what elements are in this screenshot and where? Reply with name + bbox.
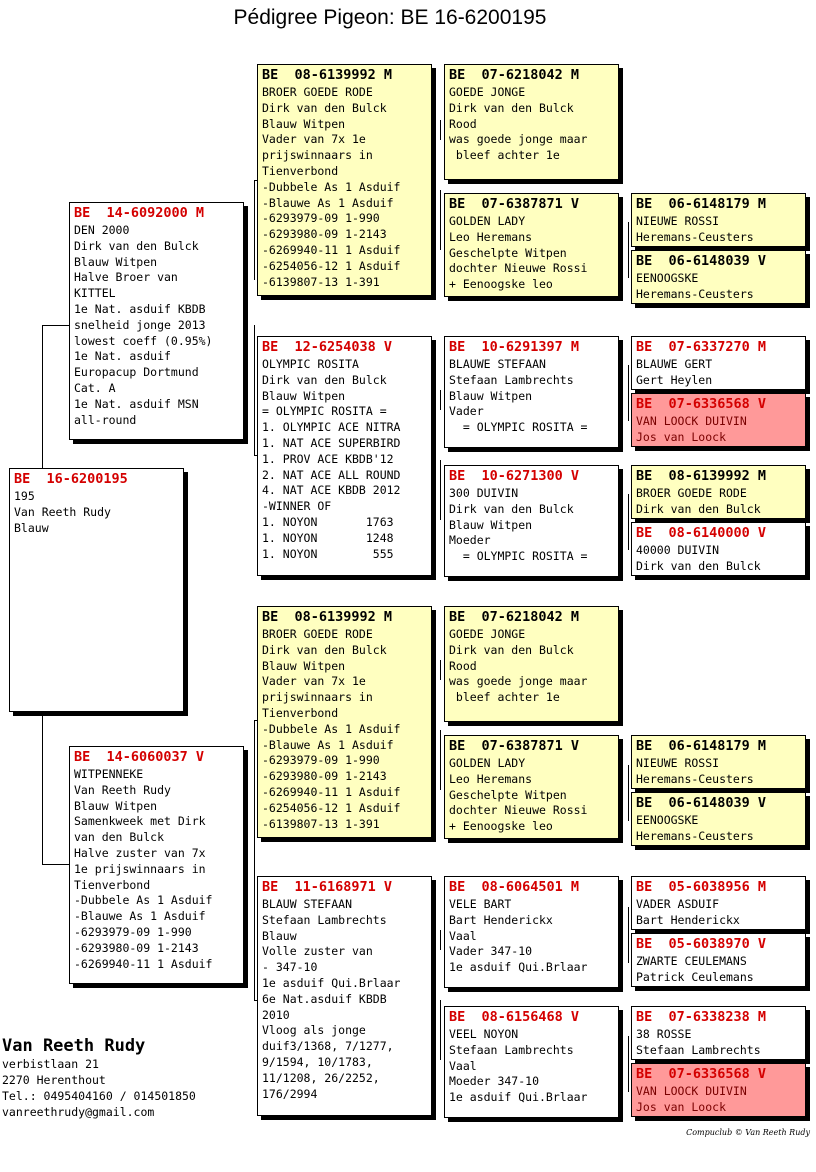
pigeon-info-line: DEN 2000: [74, 223, 130, 237]
pigeon-info-line: Heremans-Ceusters: [636, 229, 754, 244]
pigeon-info-line: -Dubbele As 1 Asduif: [262, 179, 401, 194]
pigeon-info-line: 2010: [262, 1007, 290, 1022]
ring-number: BE 14-6092000 M: [74, 205, 205, 221]
pigeon-info-line: -6293979-09 1-990: [262, 753, 380, 768]
pigeon-info-line: 195: [14, 489, 35, 503]
pigeon-info-line: -6139807-13 1-391: [262, 274, 380, 289]
ring-number: BE 08-6156468 V: [449, 1009, 580, 1025]
pigeon-info-line: Dirk van den Bulck: [636, 558, 761, 573]
pigeon-card-g4-11[interactable]: [631, 1006, 806, 1060]
pigeon-info-line: Leo Heremans: [449, 229, 533, 244]
pigeon-info-line: snelheid jonge 2013: [74, 317, 206, 332]
pigeon-info-line: Vaal: [449, 1058, 477, 1073]
ring-number: BE 16-6200195: [14, 471, 128, 487]
pigeon-info-line: = OLYMPIC ROSITA =: [262, 404, 387, 419]
pigeon-info-line: Bart Henderickx: [636, 912, 740, 927]
pigeon-info-line: GOEDE JONGE: [449, 85, 526, 99]
ring-number: BE 06-6148039 V: [636, 795, 767, 811]
pigeon-info-line: Blauw Witpen: [74, 254, 158, 269]
pigeon-info-line: 1e prijswinnaars in: [74, 861, 206, 876]
pigeon-card-dam[interactable]: [69, 746, 244, 984]
pigeon-info-line: = OLYMPIC ROSITA =: [449, 420, 588, 435]
pigeon-card-g4-6[interactable]: [631, 522, 806, 576]
pigeon-info-line: 1e asduif Qui.Brlaar: [449, 960, 588, 975]
pigeon-info-line: Vader 347-10: [449, 944, 533, 959]
pigeon-info-line: 40000 DUIVIN: [636, 543, 720, 557]
pigeon-card-dam-dam[interactable]: [257, 876, 432, 1116]
pigeon-info-line: all-round: [74, 412, 137, 427]
pigeon-info-line: Tienverbond: [74, 877, 151, 892]
pigeon-card-sire-dam[interactable]: [257, 336, 432, 576]
pigeon-info-line: Vader: [449, 404, 484, 419]
pigeon-info-line: Stefaan Lambrechts: [449, 1042, 574, 1057]
pigeon-card-sire-sire[interactable]: [257, 64, 432, 296]
pigeon-info-line: bleef achter 1e: [449, 148, 560, 163]
pigeon-info-line: -6293980-09 1-2143: [262, 227, 387, 242]
pigeon-info-line: Blauw Witpen: [74, 798, 158, 813]
ring-number: BE 08-6140000 V: [636, 525, 767, 541]
pigeon-info-line: Geschelpte Witpen: [449, 787, 567, 802]
pigeon-info-line: Dirk van den Bulck: [262, 372, 387, 387]
ring-number: BE 08-6139992 M: [262, 609, 393, 625]
owner-name: Van Reeth Rudy: [2, 1036, 146, 1056]
pigeon-info-line: Stefaan Lambrechts: [262, 912, 387, 927]
pigeon-info-line: dochter Nieuwe Rossi: [449, 803, 588, 818]
pigeon-info-line: BLAUWE GERT: [636, 357, 713, 371]
pigeon-info-line: - 347-10: [262, 960, 318, 975]
pigeon-info-line: Blauw: [14, 520, 49, 535]
footer-credit: Compuclub © Van Reeth Rudy: [686, 1128, 810, 1137]
pigeon-info-line: 9/1594, 10/1783,: [262, 1054, 373, 1069]
pigeon-info-line: NIEUWE ROSSI: [636, 756, 720, 770]
pigeon-info-line: -6254056-12 1 Asduif: [262, 258, 401, 273]
ring-number: BE 12-6254038 V: [262, 339, 393, 355]
pigeon-info-line: Dirk van den Bulck: [262, 100, 387, 115]
pigeon-info-line: Blauw Witpen: [262, 658, 346, 673]
pigeon-card-g3-2[interactable]: [444, 193, 619, 297]
pigeon-info-line: GOLDEN LADY: [449, 214, 526, 228]
pigeon-card-subject[interactable]: [9, 468, 184, 712]
pigeon-info-line: was goede jonge maar: [449, 674, 588, 689]
pigeon-info-line: Dirk van den Bulck: [262, 642, 387, 657]
pigeon-info-line: 1. NOYON 1763: [262, 514, 394, 529]
owner-email[interactable]: vanreethrudy@gmail.com: [2, 1105, 155, 1119]
pigeon-info-line: Leo Heremans: [449, 771, 533, 786]
pigeon-info-line: VAN LOOCK DUIVIN: [636, 414, 747, 428]
pigeon-info-line: van den Bulck: [74, 830, 165, 845]
pigeon-card-g4-8[interactable]: [631, 792, 806, 846]
pigeon-info-line: -6269940-11 1 Asduif: [74, 956, 213, 971]
pigeon-card-g3-8[interactable]: [444, 1006, 619, 1118]
pigeon-info-line: Blauw Witpen: [449, 388, 533, 403]
pigeon-card-g4-4[interactable]: [631, 393, 806, 447]
pigeon-info-line: -6293980-09 1-2143: [262, 769, 387, 784]
pigeon-info-line: Dirk van den Bulck: [636, 501, 761, 516]
pigeon-info-line: Heremans-Ceusters: [636, 828, 754, 843]
pigeon-card-g3-7[interactable]: [444, 876, 619, 988]
ring-number: BE 06-6148179 M: [636, 738, 767, 754]
pigeon-info-line: Stefaan Lambrechts: [636, 1042, 761, 1057]
pigeon-info-line: Gert Heylen: [636, 372, 713, 387]
pigeon-info-line: VAN LOOCK DUIVIN: [636, 1084, 747, 1098]
ring-number: BE 14-6060037 V: [74, 749, 205, 765]
pigeon-info-line: -Dubbele As 1 Asduif: [74, 893, 213, 908]
pigeon-info-line: -Blauwe As 1 Asduif: [262, 195, 394, 210]
pigeon-info-line: prijswinnaars in: [262, 690, 373, 705]
owner-block: [2, 1036, 196, 1120]
pigeon-card-g3-3[interactable]: [444, 336, 619, 448]
pigeon-info-line: Tienverbond: [262, 705, 339, 720]
pigeon-info-line: 176/2994: [262, 1086, 318, 1101]
page-title: Pédigree Pigeon: BE 16-6200195: [233, 6, 547, 29]
pigeon-info-line: Tienverbond: [262, 163, 339, 178]
pigeon-info-line: BLAUWE STEFAAN: [449, 357, 546, 371]
pigeon-card-g4-2[interactable]: [631, 250, 806, 304]
pigeon-info-line: Moeder 347-10: [449, 1074, 540, 1089]
pigeon-info-line: prijswinnaars in: [262, 148, 373, 163]
pigeon-info-line: Dirk van den Bulck: [449, 642, 574, 657]
pigeon-info-line: OLYMPIC ROSITA: [262, 357, 359, 371]
pigeon-info-line: Jos van Loock: [636, 1099, 727, 1114]
pigeon-info-line: BLAUW STEFAAN: [262, 897, 353, 911]
pigeon-info-line: Halve Broer van: [74, 270, 178, 285]
pigeon-info-line: Blauw Witpen: [262, 116, 346, 131]
pigeon-info-line: Van Reeth Rudy: [14, 504, 111, 519]
pigeon-info-line: -WINNER OF: [262, 499, 332, 514]
pigeon-info-line: Europacup Dortmund: [74, 365, 199, 380]
pigeon-info-line: 6e Nat.asduif KBDB: [262, 991, 387, 1006]
pigeon-info-line: -Blauwe As 1 Asduif: [262, 737, 394, 752]
pigeon-info-line: Geschelpte Witpen: [449, 245, 567, 260]
pigeon-info-line: -6269940-11 1 Asduif: [262, 242, 401, 257]
pigeon-info-line: Van Reeth Rudy: [74, 782, 171, 797]
pigeon-card-dam-sire[interactable]: [257, 606, 432, 838]
pigeon-info-line: -6269940-11 1 Asduif: [262, 784, 401, 799]
pigeon-info-line: Vader van 7x 1e: [262, 674, 366, 689]
ring-number: BE 07-6218042 M: [449, 67, 580, 83]
pigeon-card-sire[interactable]: [69, 202, 244, 440]
ring-number: BE 06-6148039 V: [636, 253, 767, 269]
ring-number: BE 05-6038956 M: [636, 879, 767, 895]
pigeon-info-line: dochter Nieuwe Rossi: [449, 261, 588, 276]
ring-number: BE 08-6064501 M: [449, 879, 580, 895]
pigeon-info-line: 11/1208, 26/2252,: [262, 1070, 380, 1085]
ring-number: BE 07-6218042 M: [449, 609, 580, 625]
pigeon-info-line: Heremans-Ceusters: [636, 286, 754, 301]
pigeon-info-line: was goede jonge maar: [449, 132, 588, 147]
pigeon-card-g3-6[interactable]: [444, 735, 619, 839]
pigeon-info-line: 1. OLYMPIC ACE NITRA: [262, 420, 401, 435]
ring-number: BE 07-6336568 V: [636, 396, 767, 412]
pigeon-info-line: duif3/1368, 7/1277,: [262, 1039, 394, 1054]
ring-number: BE 07-6338238 M: [636, 1009, 767, 1025]
owner-address: verbistlaan 21: [2, 1057, 99, 1071]
pigeon-info-line: 4. NAT ACE KBDB 2012: [262, 483, 401, 498]
ring-number: BE 07-6336568 V: [636, 1066, 767, 1082]
pigeon-card-g4-12[interactable]: [631, 1063, 806, 1117]
ring-number: BE 06-6148179 M: [636, 196, 767, 212]
pigeon-info-line: Volle zuster van: [262, 944, 373, 959]
pigeon-info-line: 1. NOYON 1248: [262, 530, 394, 545]
pigeon-info-line: 1e Nat. asduif: [74, 349, 171, 364]
pigeon-info-line: BROER GOEDE RODE: [262, 627, 373, 641]
pigeon-info-line: 1. NAT ACE SUPERBIRD: [262, 435, 401, 450]
pigeon-info-line: NIEUWE ROSSI: [636, 214, 720, 228]
pigeon-info-line: -6293979-09 1-990: [262, 211, 380, 226]
ring-number: BE 11-6168971 V: [262, 879, 393, 895]
pigeon-info-line: Rood: [449, 658, 477, 673]
pigeon-info-line: Heremans-Ceusters: [636, 771, 754, 786]
pigeon-info-line: Cat. A: [74, 380, 116, 395]
ring-number: BE 08-6139992 M: [636, 468, 767, 484]
pigeon-info-line: bleef achter 1e: [449, 690, 560, 705]
pigeon-info-line: Jos van Loock: [636, 429, 727, 444]
pigeon-info-line: Dirk van den Bulck: [449, 501, 574, 516]
pigeon-info-line: 1e Nat. asduif MSN: [74, 396, 199, 411]
pigeon-info-line: -6293980-09 1-2143: [74, 940, 199, 955]
pigeon-info-line: 1. PROV ACE KBDB'12: [262, 451, 394, 466]
pigeon-info-line: 2. NAT ACE ALL ROUND: [262, 467, 401, 482]
pigeon-info-line: GOEDE JONGE: [449, 627, 526, 641]
pigeon-info-line: 300 DUIVIN: [449, 486, 519, 500]
pigeon-info-line: Samenkweek met Dirk: [74, 814, 206, 829]
pigeon-info-line: BROER GOEDE RODE: [262, 85, 373, 99]
pigeon-card-g4-10[interactable]: [631, 933, 806, 987]
pigeon-card-g4-7[interactable]: [631, 735, 806, 789]
pigeon-info-line: 1e asduif Qui.Brlaar: [262, 975, 401, 990]
pigeon-info-line: ZWARTE CEULEMANS: [636, 954, 747, 968]
pigeon-info-line: -6139807-13 1-391: [262, 816, 380, 831]
pigeon-info-line: Rood: [449, 116, 477, 131]
pigeon-info-line: -Blauwe As 1 Asduif: [74, 909, 206, 924]
owner-city: 2270 Herenthout: [2, 1073, 106, 1087]
pigeon-info-line: 38 ROSSE: [636, 1027, 692, 1041]
pigeon-info-line: EENOOGSKE: [636, 271, 699, 285]
pigeon-card-g4-1[interactable]: [631, 193, 806, 247]
ring-number: BE 07-6387871 V: [449, 196, 580, 212]
pigeon-info-line: + Eenoogske leo: [449, 819, 553, 834]
pigeon-info-line: 1. NOYON 555: [262, 546, 394, 561]
ring-number: BE 08-6139992 M: [262, 67, 393, 83]
pigeon-info-line: EENOOGSKE: [636, 813, 699, 827]
pigeon-card-g3-1[interactable]: [444, 64, 619, 180]
pigeon-info-line: Blauw Witpen: [262, 388, 346, 403]
pigeon-info-line: KITTEL: [74, 286, 116, 301]
pigeon-info-line: = OLYMPIC ROSITA =: [449, 549, 588, 564]
pigeon-info-line: WITPENNEKE: [74, 767, 144, 781]
pigeon-card-g4-9[interactable]: [631, 876, 806, 930]
pigeon-card-g4-3[interactable]: [631, 336, 806, 390]
pigeon-card-g4-5[interactable]: [631, 465, 806, 519]
pigeon-info-line: BROER GOEDE RODE: [636, 486, 747, 500]
ring-number: BE 07-6387871 V: [449, 738, 580, 754]
pigeon-info-line: -6254056-12 1 Asduif: [262, 800, 401, 815]
pigeon-info-line: + Eenoogske leo: [449, 277, 553, 292]
pigeon-info-line: 1e asduif Qui.Brlaar: [449, 1090, 588, 1105]
pigeon-info-line: Halve zuster van 7x: [74, 845, 206, 860]
pigeon-info-line: GOLDEN LADY: [449, 756, 526, 770]
pigeon-card-g3-4[interactable]: [444, 465, 619, 577]
pigeon-info-line: Bart Henderickx: [449, 912, 553, 927]
ring-number: BE 05-6038970 V: [636, 936, 767, 952]
pigeon-info-line: Stefaan Lambrechts: [449, 372, 574, 387]
pigeon-info-line: -6293979-09 1-990: [74, 924, 192, 939]
pigeon-info-line: Vader van 7x 1e: [262, 132, 366, 147]
owner-phone: Tel.: 0495404160 / 014501850: [2, 1089, 196, 1103]
pigeon-info-line: Dirk van den Bulck: [449, 100, 574, 115]
pigeon-info-line: Vloog als jonge: [262, 1023, 366, 1038]
pigeon-info-line: Blauw Witpen: [449, 517, 533, 532]
pigeon-card-g3-5[interactable]: [444, 606, 619, 722]
pigeon-info-line: Moeder: [449, 533, 491, 548]
ring-number: BE 10-6291397 M: [449, 339, 580, 355]
pigeon-info-line: Vaal: [449, 928, 477, 943]
pigeon-info-line: Dirk van den Bulck: [74, 238, 199, 253]
pigeon-info-line: lowest coeff (0.95%): [74, 333, 213, 348]
pigeon-info-line: 1e Nat. asduif KBDB: [74, 301, 206, 316]
pigeon-info-line: VEEL NOYON: [449, 1027, 519, 1041]
pigeon-info-line: VELE BART: [449, 897, 512, 911]
ring-number: BE 07-6337270 M: [636, 339, 767, 355]
pigeon-info-line: VADER ASDUIF: [636, 897, 720, 911]
ring-number: BE 10-6271300 V: [449, 468, 580, 484]
pigeon-info-line: Patrick Ceulemans: [636, 969, 754, 984]
pigeon-info-line: Blauw: [262, 928, 297, 943]
pigeon-info-line: -Dubbele As 1 Asduif: [262, 721, 401, 736]
